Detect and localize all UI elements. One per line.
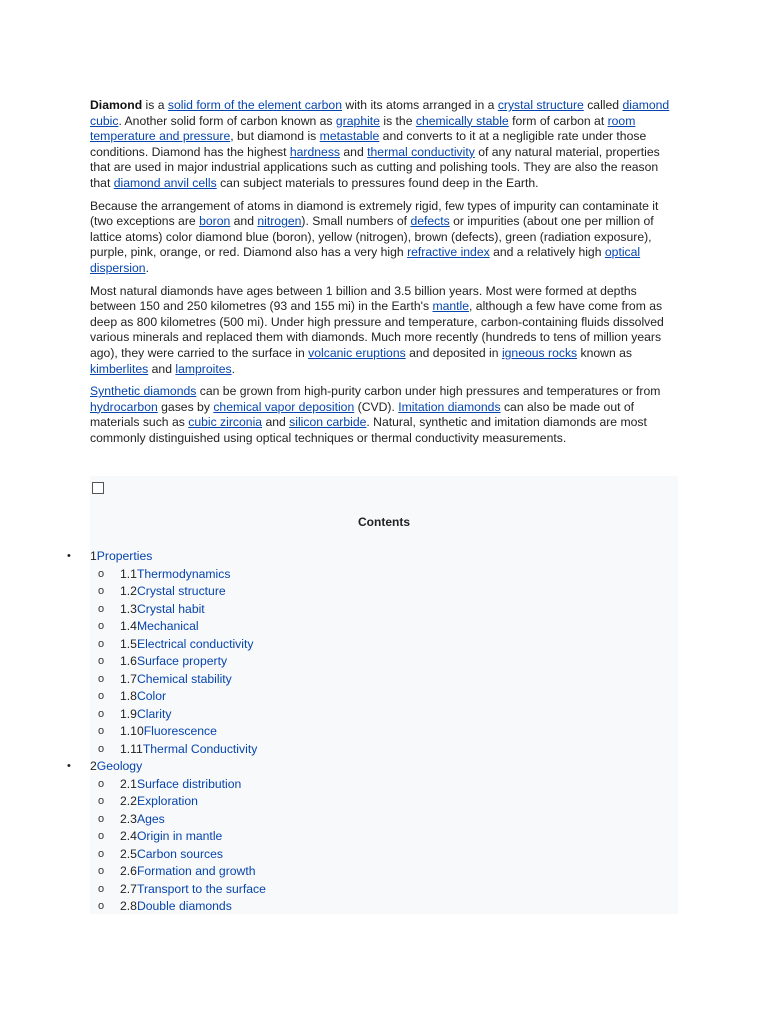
toc-number: 1 xyxy=(90,549,97,563)
toc-link[interactable]: Geology xyxy=(96,759,143,773)
toc-item xyxy=(0,881,680,898)
toc-link[interactable]: Formation and growth xyxy=(136,864,256,878)
body-text: form of carbon at xyxy=(508,113,608,128)
body-text: and deposited in xyxy=(405,345,502,360)
paragraph-impurities xyxy=(90,199,680,277)
toc-link[interactable]: Electrical conductivity xyxy=(136,636,254,651)
toc-link[interactable]: Carbon sources xyxy=(136,846,223,861)
wiki-link[interactable]: Synthetic diamonds xyxy=(90,384,197,399)
body-text: and xyxy=(148,361,176,376)
toc-link[interactable]: Surface property xyxy=(136,654,228,668)
toc-item xyxy=(0,811,680,828)
toc-entry xyxy=(120,881,266,898)
body-text: can subject materials to pressures found deep in the Earth. xyxy=(216,175,539,190)
body-text: or impurities (about one per million of lattice atoms) color diamond blue (boron), yellow (nitrogen), brown (defects), green (radiation exposure), purple, pink, orange, or red. Diamond also has a very high xyxy=(90,214,654,260)
body-text: is a xyxy=(142,98,168,112)
circle-bullet-icon: o xyxy=(98,830,105,842)
toc-link[interactable]: Ages xyxy=(136,811,165,826)
toc-number: 1.8 xyxy=(120,689,137,703)
circle-bullet-icon: o xyxy=(98,725,105,737)
body-text: and xyxy=(262,415,290,430)
toc-link[interactable]: Thermodynamics xyxy=(136,566,231,581)
toc-number: 1.10 xyxy=(120,724,144,738)
toc-item xyxy=(0,636,680,653)
toc-number: 1.6 xyxy=(120,654,137,668)
toc-item xyxy=(0,671,680,688)
circle-bullet-icon: o xyxy=(98,777,105,790)
wiki-link[interactable]: silicon carbide xyxy=(289,415,367,430)
toc-link[interactable]: Properties xyxy=(96,549,153,563)
circle-bullet-icon: o xyxy=(98,742,105,755)
toc-number: 1.2 xyxy=(120,584,137,598)
body-text: Most natural diamonds have ages between 1 billion and 3.5 billion years. Most were formed at depths between 150 and 250 kilometres (93 and 155 mi) in the Earth's xyxy=(90,283,637,314)
circle-bullet-icon: o xyxy=(98,672,105,685)
toc-item xyxy=(0,566,680,583)
body-text: can be grown from high-purity carbon under high pressures and temperatures or from xyxy=(196,384,661,399)
toc-entry xyxy=(120,583,226,600)
toc-number: 1.5 xyxy=(120,636,137,651)
toc-item xyxy=(0,706,680,723)
article-body xyxy=(90,98,680,453)
body-text: and converts to it at a negligible rate under those conditions. Diamond has the highest xyxy=(90,129,647,159)
body-text: with its atoms arranged in a xyxy=(342,98,498,112)
wiki-link[interactable]: room temperature and pressure xyxy=(90,113,636,144)
toc-number: 2.7 xyxy=(120,881,137,896)
wiki-link[interactable]: solid form of the element carbon xyxy=(167,98,342,112)
toc-entry xyxy=(90,548,152,565)
wiki-link[interactable]: hardness xyxy=(289,144,341,159)
toc-number: 1.1 xyxy=(120,566,137,581)
body-text: of any natural material, properties that are used in major industrial applications such as cutting and polishing tools. They are also the reason that xyxy=(90,144,660,190)
paragraph-synthetic xyxy=(90,384,680,446)
wiki-link[interactable]: defects xyxy=(410,214,450,229)
circle-bullet-icon: o xyxy=(98,655,105,667)
toc-item xyxy=(0,776,680,793)
toc-entry xyxy=(90,758,142,775)
toc-entry xyxy=(120,793,198,810)
toc-item xyxy=(0,898,680,915)
body-text: and xyxy=(340,144,368,159)
toc-item xyxy=(0,601,680,618)
circle-bullet-icon: o xyxy=(98,812,105,825)
toc-link[interactable]: Fluorescence xyxy=(143,724,217,738)
circle-bullet-icon: o xyxy=(98,900,105,912)
body-text: can also be made out of materials such as xyxy=(90,399,635,430)
toc-item xyxy=(0,758,680,775)
toc-item xyxy=(0,618,680,635)
toc-link[interactable]: Transport to the surface xyxy=(136,881,266,896)
disc-bullet-icon: • xyxy=(67,550,71,562)
wiki-link[interactable]: lamproites xyxy=(175,361,232,376)
toc-item xyxy=(0,548,680,565)
toc-link[interactable]: Mechanical xyxy=(136,619,199,633)
wiki-link[interactable]: volcanic eruptions xyxy=(308,345,406,360)
toc-number: 2.8 xyxy=(120,899,137,913)
body-text: is the xyxy=(379,113,416,128)
toc-link[interactable]: Thermal Conductivity xyxy=(142,741,258,756)
toc-entry xyxy=(120,741,257,758)
circle-bullet-icon: o xyxy=(98,620,105,632)
wiki-link[interactable]: diamond anvil cells xyxy=(113,175,217,190)
toc-entry xyxy=(120,688,166,705)
toc-number: 2.4 xyxy=(120,829,137,843)
wiki-link[interactable]: diamond cubic xyxy=(90,98,670,128)
toc-title: Contents xyxy=(358,515,410,529)
toc-item xyxy=(0,863,680,880)
checkbox-icon[interactable] xyxy=(92,482,104,494)
toc-link[interactable]: Surface distribution xyxy=(136,776,242,791)
article-subject: Diamond xyxy=(90,98,143,112)
toc-number: 2.2 xyxy=(120,794,137,808)
body-text: . xyxy=(145,260,149,275)
toc-link[interactable]: Crystal structure xyxy=(136,584,226,598)
wiki-link[interactable]: thermal conductivity xyxy=(367,144,475,159)
paragraph-intro xyxy=(90,98,680,192)
toc-item xyxy=(0,653,680,670)
toc-item xyxy=(0,846,680,863)
wiki-link[interactable]: chemically stable xyxy=(415,113,509,128)
toc-link[interactable]: Chemical stability xyxy=(136,671,232,686)
toc-entry xyxy=(120,601,205,618)
body-text: . xyxy=(231,361,235,376)
circle-bullet-icon: o xyxy=(98,567,105,580)
body-text: known as xyxy=(577,345,633,360)
wiki-link[interactable]: nitrogen xyxy=(257,214,302,229)
body-text: , although a few have come from as deep as 800 kilometres (500 mi). Under high pressure and temperature, carbon-containing fluids dissolved various minerals and replaced them with diamonds. Much more recently (hundreds to tens of million years ago), they were carried to the surface in xyxy=(90,299,664,360)
toc-entry xyxy=(120,671,232,688)
circle-bullet-icon: o xyxy=(98,847,105,860)
paragraph-geology xyxy=(90,284,680,378)
toc-number: 1.11 xyxy=(120,741,143,756)
toc-link[interactable]: Color xyxy=(136,689,167,703)
body-text: . Natural, synthetic and imitation diamonds are most commonly distinguished using optical techniques or thermal conductivity measurements. xyxy=(90,415,647,445)
toc-entry xyxy=(120,706,172,723)
toc-number: 2.3 xyxy=(120,811,137,826)
toc-number: 2.5 xyxy=(120,846,137,861)
toc-entry xyxy=(120,618,199,635)
body-text: . Another solid form of carbon known as xyxy=(118,113,336,128)
toc-entry xyxy=(120,776,241,793)
wiki-link[interactable]: optical dispersion xyxy=(90,245,641,275)
circle-bullet-icon: o xyxy=(98,602,105,615)
circle-bullet-icon: o xyxy=(98,637,105,650)
toc-entry xyxy=(120,828,222,845)
body-text: gases by xyxy=(157,399,214,414)
toc-item xyxy=(0,723,680,740)
wiki-link[interactable]: chemical vapor deposition xyxy=(213,399,355,414)
body-text: and a relatively high xyxy=(489,245,605,260)
toc-number: 1.9 xyxy=(120,706,137,721)
circle-bullet-icon: o xyxy=(98,865,105,877)
toc-entry xyxy=(120,723,217,740)
toc-item xyxy=(0,828,680,845)
body-text: called xyxy=(583,98,623,112)
wiki-link[interactable]: refractive index xyxy=(407,245,490,260)
toc-number: 2.6 xyxy=(120,864,137,878)
toc-number: 2.1 xyxy=(120,776,137,791)
toc-item xyxy=(0,741,680,758)
toc-link[interactable]: Crystal habit xyxy=(136,601,205,616)
toc-link[interactable]: Clarity xyxy=(136,706,172,721)
toc-entry xyxy=(120,846,223,863)
body-text: Because the arrangement of atoms in diamond is extremely rigid, few types of impurity can contaminate it (two exceptions are xyxy=(90,198,659,229)
wiki-link[interactable]: graphite xyxy=(335,113,380,128)
body-text: ). Small numbers of xyxy=(301,214,411,229)
wiki-link[interactable]: crystal structure xyxy=(497,98,584,112)
circle-bullet-icon: o xyxy=(98,882,105,895)
toc-entry xyxy=(120,566,230,583)
toc-item xyxy=(0,688,680,705)
wiki-link[interactable]: mantle xyxy=(432,299,470,314)
body-text: (CVD). xyxy=(354,399,399,414)
circle-bullet-icon: o xyxy=(98,690,105,702)
wiki-link[interactable]: boron xyxy=(199,214,231,229)
body-text: and xyxy=(230,214,258,229)
toc-item xyxy=(0,583,680,600)
toc-number: 1.3 xyxy=(120,601,137,616)
toc-link[interactable]: Double diamonds xyxy=(136,899,232,913)
wiki-link[interactable]: hydrocarbon xyxy=(90,399,158,414)
disc-bullet-icon: • xyxy=(67,760,71,772)
toc-number: 1.7 xyxy=(120,671,137,686)
toc-entry xyxy=(120,863,256,880)
circle-bullet-icon: o xyxy=(98,707,105,720)
wiki-link[interactable]: cubic zirconia xyxy=(188,415,263,430)
circle-bullet-icon: o xyxy=(98,585,105,597)
toc-entry xyxy=(120,653,227,670)
toc-link[interactable]: Origin in mantle xyxy=(136,829,223,843)
toc-number: 2 xyxy=(90,759,97,773)
toc-link[interactable]: Exploration xyxy=(136,794,198,808)
toc-entry xyxy=(120,636,253,653)
wiki-link[interactable]: kimberlites xyxy=(90,361,149,376)
body-text: , but diamond is xyxy=(230,129,320,144)
wiki-link[interactable]: igneous rocks xyxy=(501,345,578,360)
wiki-link[interactable]: Imitation diamonds xyxy=(398,399,501,414)
wiki-link[interactable]: metastable xyxy=(319,129,380,144)
toc-item xyxy=(0,793,680,810)
circle-bullet-icon: o xyxy=(98,795,105,807)
toc-entry xyxy=(120,811,165,828)
toc-entry xyxy=(120,898,232,915)
toc-number: 1.4 xyxy=(120,619,137,633)
